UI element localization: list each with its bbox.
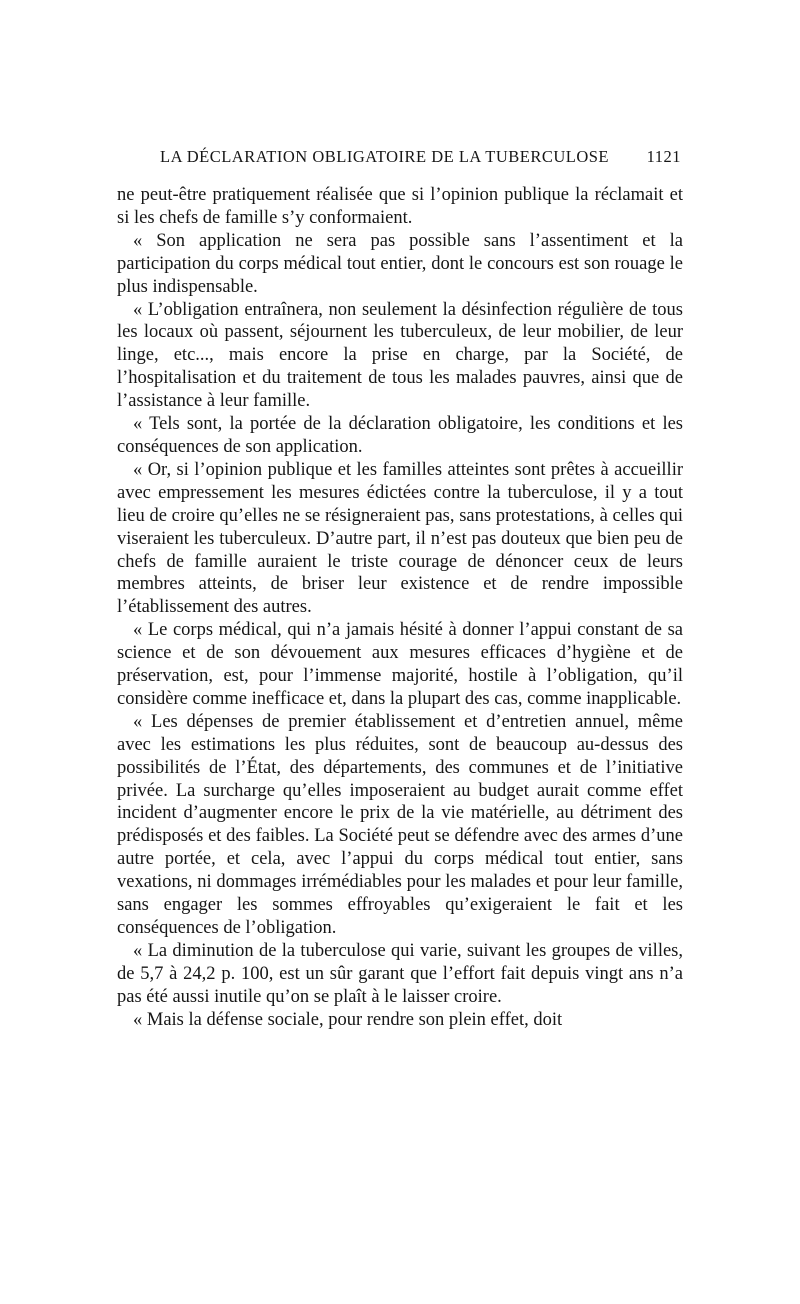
paragraph: ne peut-être pratiquement réalisée que si l’opinion publique la réclamait et si les chefs de famille s’y conformaient. xyxy=(117,185,683,228)
page-number: 1121 xyxy=(646,147,681,166)
paragraph: « Les dépenses de premier établissement et d’entretien annuel, même avec les estimations les plus réduites, sont de beaucoup au-dessus des possibilités de l’État, des départements, des communes et de l’initiative privée. La surcharge qu’elles imposeraient au budget aurait comme effet incident d’augmenter encore le prix de la vie matérielle, au détriment des prédisposés et des faibles. La Société peut se défendre avec des armes d’une autre portée, et cela, avec l’appui du corps médical tout entier, sans vexations, ni dommages irrémédiables pour les malades et pour leur famille, sans engager les sommes effroyables qu’exigeraient le fait et les conséquences de l’obligation. xyxy=(117,711,683,938)
paragraph: « La diminution de la tuberculose qui varie, suivant les groupes de villes, de 5,7 à 24,2 p. 100, est un sûr garant que l’effort fait depuis vingt ans n’a pas été aussi inutile qu’on se plaît à le laisser croire. xyxy=(117,940,683,1007)
paragraph: « Le corps médical, qui n’a jamais hésité à donner l’appui constant de sa science et de son dévouement aux mesures efficaces d’hygiène et de préservation, est, pour l’immense majorité, hostile à l’obligation, qu’il considère comme inefficace et, dans la plupart des cas, comme inapplicable. xyxy=(117,620,683,709)
running-head-title: LA DÉCLARATION OBLIGATOIRE DE LA TUBERCULOSE xyxy=(160,147,610,166)
body-text xyxy=(117,184,683,1032)
paragraph: « L’obligation entraînera, non seulement la désinfection régulière de tous les locaux où passent, séjournent les tuberculeux, de leur mobilier, de leur linge, etc..., mais encore la prise en charge, par la Société, de l’hospitalisation et du traitement de tous les malades pauvres, ainsi que de l’assistance à leur famille. xyxy=(117,299,683,412)
paragraph: « Tels sont, la portée de la déclaration obligatoire, les conditions et les conséquences de son application. xyxy=(117,414,683,457)
paragraph: « Or, si l’opinion publique et les familles atteintes sont prêtes à accueillir avec empressement les mesures édictées contre la tuberculose, il y a tout lieu de croire qu’elles ne se résigneraient pas, sans protestations, à celles qui viseraient les tuberculeux. D’autre part, il n’est pas douteux que bien peu de chefs de famille auraient le triste courage de dénoncer ceux de leurs membres atteints, de briser leur existence et de rendre impossible l’établissement des autres. xyxy=(117,459,683,618)
paragraph: « Son application ne sera pas possible sans l’assentiment et la participation du corps médical tout entier, dont le concours est son rouage le plus indispensable. xyxy=(117,230,683,297)
running-head xyxy=(160,147,681,171)
paragraph: « Mais la défense sociale, pour rendre son plein effet, doit xyxy=(133,1009,563,1030)
